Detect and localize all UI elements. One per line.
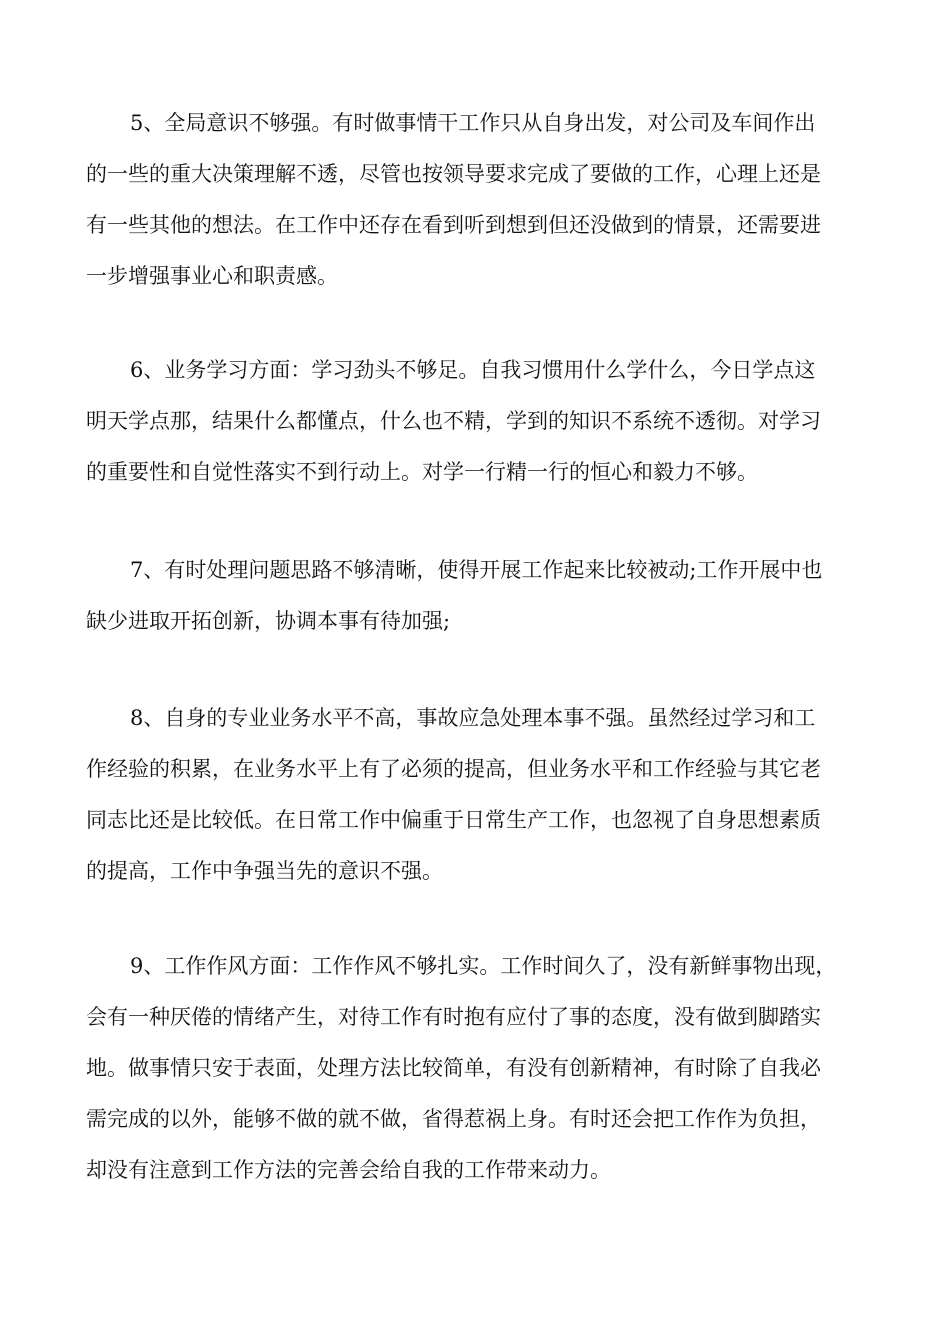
paragraph-7 — [86, 545, 822, 647]
paragraph-line: 明天学点那，结果什么都懂点，什么也不精，学到的知识不系统不透彻。对学习 — [86, 409, 821, 433]
paragraph-line: 5、全局意识不够强。有时做事情干工作只从自身出发，对公司及车间作出 — [130, 111, 816, 135]
paragraph-line: 6、业务学习方面：学习劲头不够足。自我习惯用什么学什么，今日学点这 — [130, 358, 816, 382]
paragraph-line: 7、有时处理问题思路不够清晰，使得开展工作起来比较被动;工作开展中也 — [130, 558, 823, 582]
paragraph-line: 9、工作作风方面：工作作风不够扎实。工作时间久了，没有新鲜事物出现， — [130, 954, 837, 978]
paragraph-line: 的一些的重大决策理解不透，尽管也按领导要求完成了要做的工作，心理上还是 — [86, 162, 821, 186]
paragraph-5 — [86, 98, 821, 302]
paragraph-line: 作经验的积累，在业务水平上有了必须的提高，但业务水平和工作经验与其它老 — [86, 757, 821, 781]
paragraph-line: 的重要性和自觉性落实不到行动上。对学一行精一行的恒心和毅力不够。 — [86, 460, 758, 484]
paragraph-line: 却没有注意到工作方法的完善会给自我的工作带来动力。 — [86, 1158, 611, 1182]
paragraph-6 — [86, 345, 821, 498]
paragraph-8 — [86, 693, 821, 897]
paragraph-line: 地。做事情只安于表面，处理方法比较简单，有没有创新精神，有时除了自我必 — [86, 1056, 821, 1080]
paragraph-line: 同志比还是比较低。在日常工作中偏重于日常生产工作，也忽视了自身思想素质 — [86, 808, 821, 832]
paragraph-line: 一步增强事业心和职责感。 — [86, 264, 338, 288]
paragraph-9 — [86, 941, 836, 1196]
paragraph-line: 的提高，工作中争强当先的意识不强。 — [86, 859, 443, 883]
paragraph-line: 有一些其他的想法。在工作中还存在看到听到想到但还没做到的情景，还需要进 — [86, 213, 821, 237]
paragraph-line: 会有一种厌倦的情绪产生，对待工作有时抱有应付了事的态度，没有做到脚踏实 — [86, 1005, 821, 1029]
paragraph-line: 需完成的以外，能够不做的就不做，省得惹祸上身。有时还会把工作作为负担， — [86, 1107, 821, 1131]
paragraph-line: 8、自身的专业业务水平不高，事故应急处理本事不强。虽然经过学习和工 — [130, 706, 816, 730]
paragraph-line: 缺少进取开拓创新，协调本事有待加强; — [86, 609, 451, 633]
